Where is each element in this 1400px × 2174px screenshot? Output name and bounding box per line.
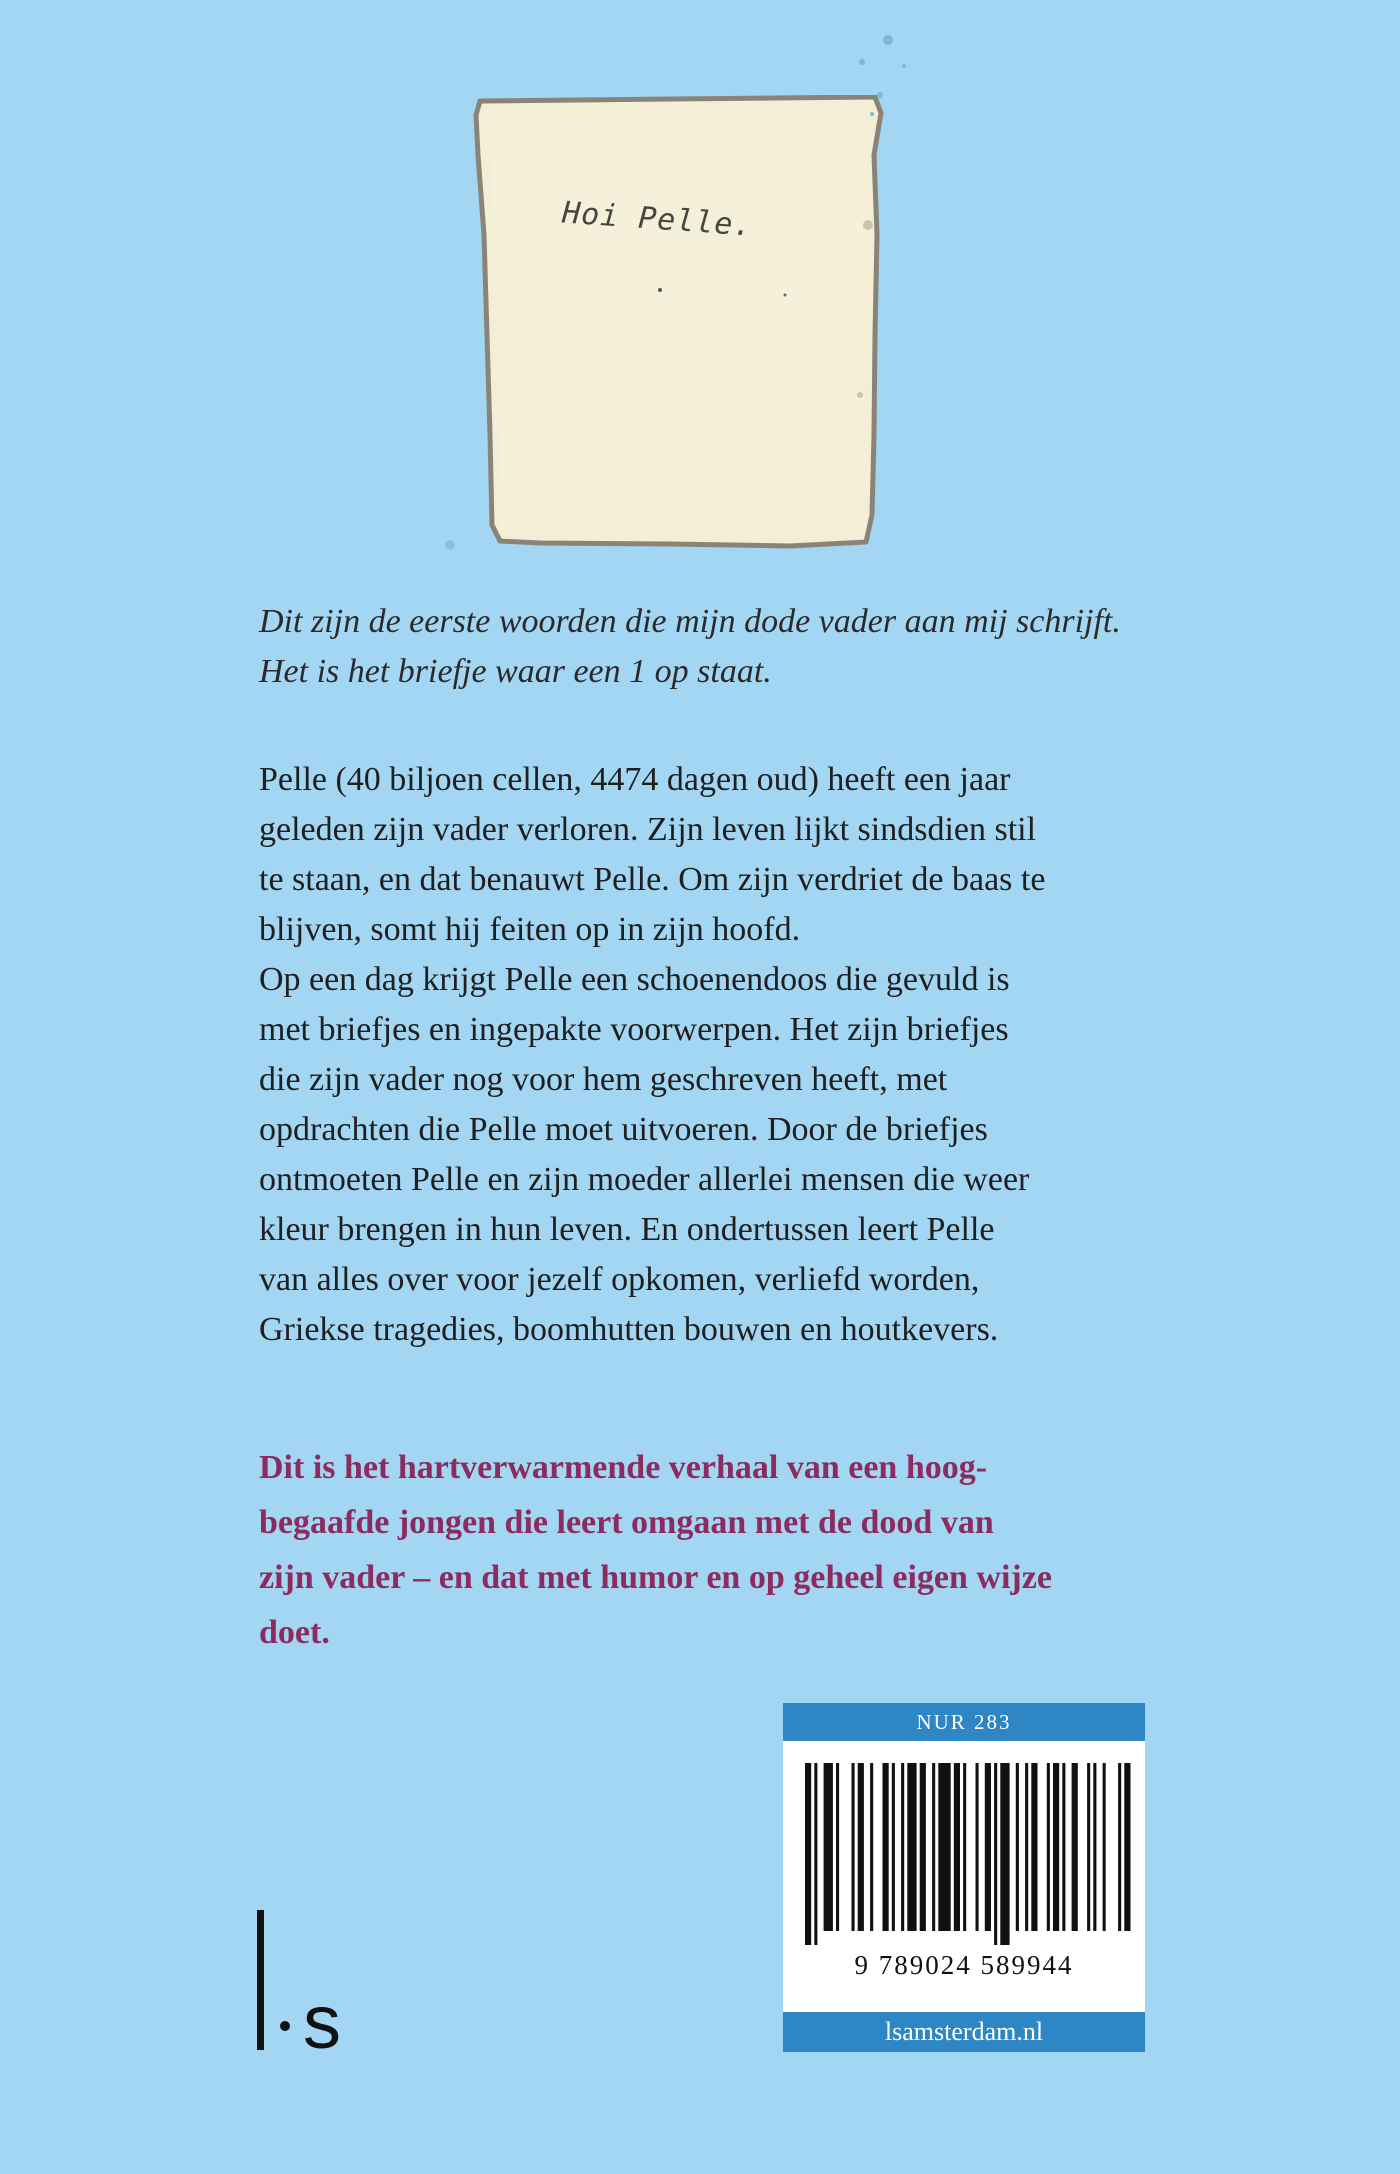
barcode-bar [1072, 1763, 1078, 1931]
blurb-body [259, 755, 1259, 1355]
barcode-bar [883, 1763, 889, 1931]
barcode-bar [805, 1763, 811, 1945]
intro-line: Dit zijn de eerste woorden die mijn dode vader aan mij schrijft. [259, 603, 1121, 640]
tagline-line: zijn vader – en dat met humor en op geheel eigen wijze [259, 1559, 1052, 1596]
barcode-bar [963, 1763, 966, 1931]
barcode-bar [1031, 1763, 1037, 1931]
blurb-line: ontmoeten Pelle en zijn moeder allerlei mensen die weer [259, 1161, 1030, 1198]
barcode-bar [901, 1763, 904, 1931]
barcode-bar [1062, 1763, 1065, 1931]
barcode-bar [994, 1763, 997, 1945]
barcode-bar [920, 1763, 926, 1931]
tagline-line: Dit is het hartverwarmende verhaal van een hoog- [259, 1449, 988, 1486]
note-greeting: Hoi Pelle. [561, 195, 754, 244]
barcode-bar [1124, 1763, 1130, 1931]
isbn-number: 9 789024 589944 [854, 1950, 1074, 1980]
blurb-line: opdrachten die Pelle moet uitvoeren. Door de briefjes [259, 1111, 988, 1148]
svg-text:s: s [303, 1980, 341, 2050]
blurb-line: met briefjes en ingepakte voorwerpen. Het zijn briefjes [259, 1011, 1009, 1048]
intro-quote [259, 597, 1259, 697]
tagline-line: begaafde jongen die leert omgaan met de dood van [259, 1504, 994, 1541]
barcode-bar [1118, 1763, 1121, 1931]
publisher-logo [255, 1910, 365, 2050]
tagline-line: doet. [259, 1614, 330, 1651]
publisher-website: lsamsterdam.nl [783, 2012, 1145, 2052]
blurb-line: Pelle (40 biljoen cellen, 4474 dagen oud) heeft een jaar [259, 761, 1011, 798]
blurb-line: geleden zijn vader verloren. Zijn leven lijkt sindsdien stil [259, 811, 1037, 848]
barcode-bar [1000, 1763, 1009, 1945]
blurb-line: kleur brengen in hun leven. En ondertussen leert Pelle [259, 1211, 995, 1248]
barcode-bar [954, 1763, 960, 1931]
blurb-line: Griekse tragedies, boomhutten bouwen en houtkevers. [259, 1311, 999, 1348]
blurb-line: van alles over voor jezelf opkomen, verliefd worden, [259, 1261, 980, 1298]
barcode-bar [858, 1763, 864, 1931]
barcode-bar [836, 1763, 839, 1931]
barcode-bar [976, 1763, 979, 1931]
barcode-bar [814, 1763, 817, 1945]
blurb-line: Op een dag krijgt Pelle een schoenendoos die gevuld is [259, 961, 1010, 998]
water-specks [0, 0, 1400, 620]
tagline [259, 1440, 1259, 1660]
barcode-bar [1053, 1763, 1059, 1931]
blurb-line: die zijn vader nog voor hem geschreven heeft, met [259, 1061, 948, 1098]
barcode-bar [1087, 1763, 1090, 1931]
barcode-image [797, 1763, 1131, 1945]
barcode-bar [932, 1763, 935, 1931]
barcode-bar [907, 1763, 916, 1931]
barcode-bar [1047, 1763, 1050, 1931]
intro-line: Het is het briefje waar een 1 op staat. [259, 653, 772, 690]
barcode-bar [938, 1763, 950, 1931]
barcode-bar [1025, 1763, 1028, 1931]
barcode-bar [852, 1763, 855, 1931]
barcode-bar [870, 1763, 873, 1931]
blurb-line: te staan, en dat benauwt Pelle. Om zijn verdriet de baas te [259, 861, 1046, 898]
nur-code: NUR 283 [783, 1703, 1145, 1741]
barcode-bar [1103, 1763, 1106, 1931]
blurb-line: blijven, somt hij feiten op in zijn hoofd. [259, 911, 801, 948]
barcode-bar [892, 1763, 895, 1931]
barcode-bar [1016, 1763, 1019, 1931]
barcode-bar [1093, 1763, 1096, 1931]
barcode-bar [985, 1763, 991, 1931]
barcode-bar [824, 1763, 833, 1931]
barcode-block [783, 1703, 1145, 2052]
